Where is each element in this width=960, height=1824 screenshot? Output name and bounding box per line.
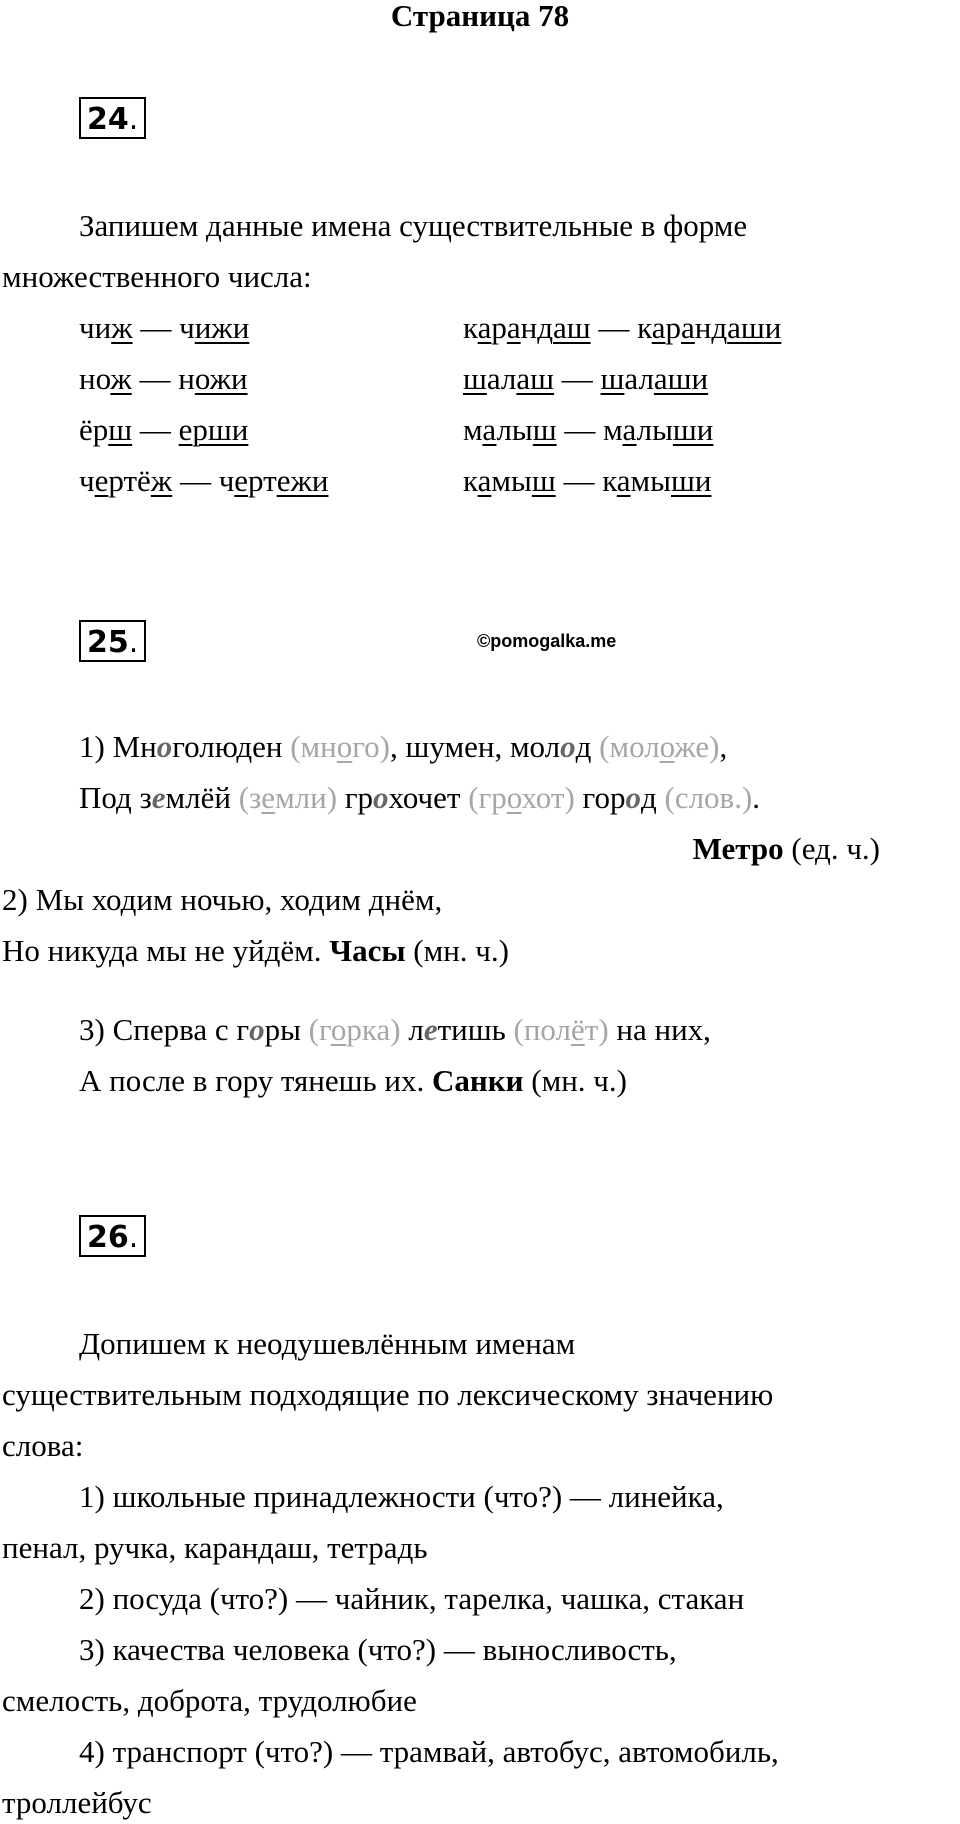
exercise-number-26-value: 26 [87,1220,129,1255]
check-word: (слов.) [664,780,753,815]
ex24-intro-line-1: Запишем данные имена существительные в форме [79,208,748,243]
ex24-pair-right [463,310,781,346]
ex26-line: 3) качества человека (что?) — выносливость, [79,1632,677,1667]
text-fragment: (ед. ч.) [783,831,880,866]
ex24-pair-right [463,361,708,397]
text-fragment: ч [79,310,95,345]
ex26-line: существительным подходящие по лексическому значению [2,1377,774,1412]
ex26-line: 4) транспорт (что?) — трамвай, автобус, автомобиль, [79,1734,779,1769]
exercise-number-25-value: 25 [87,625,129,660]
text-fragment: — [131,361,179,396]
text-fragment: гр [337,780,374,815]
ex25-line-6 [79,1063,627,1099]
check-word: хот) [521,780,575,815]
underlined-fragment: а [477,310,492,345]
underlined-fragment: ш [532,412,557,447]
ex24-intro-line-2: множественного числа: [2,259,312,294]
text-fragment: тишь [437,1012,514,1047]
text-fragment: (мн. ч.) [523,1063,627,1098]
check-word: (з [238,780,262,815]
ex25-line-2 [79,780,760,816]
text-fragment: м [463,412,483,447]
ex24-pair-left [79,361,248,397]
text-fragment: млёй [165,780,239,815]
text-fragment: — [554,361,601,396]
text-fragment: (мн. ч.) [405,933,509,968]
underlined-fragment: а [616,463,631,498]
text-fragment: Под з [79,780,152,815]
text-fragment: н [178,361,195,396]
text-fragment: лы [496,412,533,447]
underlined-fragment: ижи [194,310,250,345]
text-fragment: ч [79,463,95,498]
text-fragment: — [590,310,638,345]
underlined-fragment: о [330,1012,347,1047]
underlined-fragment: е [261,780,276,815]
text-fragment: и [94,310,112,345]
underlined-fragment: аши [727,310,782,345]
emphasized-vowel: о [373,780,389,815]
ex25-line-1 [79,729,727,765]
exercise-number-24: 24. [79,97,146,139]
text-fragment: 1) Мн [79,729,157,764]
text-fragment: — [555,463,603,498]
ex24-pair-left [79,412,248,448]
underlined-fragment: ерши [178,412,249,447]
exercise-number-25: 25. [79,620,146,662]
text-fragment: ёр [79,412,109,447]
text-fragment: р [665,310,681,345]
ex25-line-3 [2,882,442,918]
text-fragment: 3) Сперва с г [79,1012,250,1047]
underlined-fragment: ши [671,463,712,498]
underlined-fragment: ш [531,463,556,498]
underlined-fragment: а [651,310,666,345]
underlined-fragment: ш [463,361,487,396]
check-word: го) [352,729,391,764]
ex24-pair-right [463,412,713,448]
text-fragment: д [640,780,665,815]
ex26-line: смелость, доброта, трудолюбие [2,1683,417,1718]
underlined-fragment: аш [516,361,555,396]
answer-word: Метро [692,831,784,866]
exercise-number-24-value: 24 [87,102,129,137]
check-word: (г [308,1012,331,1047]
text-fragment: , [719,729,728,764]
check-word: т) [584,1012,609,1047]
ex24-pair-left [79,310,249,346]
underlined-fragment: е [94,463,109,498]
text-fragment: 2) Мы ходим ночью, ходим днём, [2,882,443,917]
text-fragment: голюден [172,729,291,764]
underlined-fragment: о [336,729,353,764]
text-fragment: мы [630,463,671,498]
text-fragment: р [491,310,507,345]
ex26-line: 2) посуда (что?) — чайник, тарелка, чашка, стакан [79,1581,745,1616]
underlined-fragment: ши [672,412,714,447]
text-fragment: — [172,463,219,498]
underlined-fragment: аш [553,310,591,345]
emphasized-vowel: о [560,729,576,764]
text-fragment: рт [248,463,277,498]
text-fragment: ч [218,463,235,498]
underlined-fragment: ж [111,310,133,345]
ex26-line: Допишем к неодушевлённым именам [79,1326,576,1361]
text-fragment: — [556,412,604,447]
underlined-fragment: ожи [194,361,248,396]
text-fragment: к [637,310,652,345]
underlined-fragment: а [506,310,521,345]
check-word: (мн [290,729,337,764]
underlined-fragment: аши [653,361,709,396]
text-fragment: хочет [388,780,469,815]
ex25-answer-1 [693,831,880,867]
underlined-fragment: ё [571,1012,585,1047]
text-fragment: нд [520,310,553,345]
check-word: рка) [346,1012,401,1047]
check-word: (гр [468,780,507,815]
text-fragment: к [602,463,617,498]
ex24-pair-left [79,463,328,499]
emphasized-vowel: о [625,780,641,815]
check-word: мли) [275,780,338,815]
text-fragment: м [603,412,623,447]
text-fragment: ч [179,310,195,345]
exercise-number-26: 26. [79,1215,146,1257]
underlined-fragment: о [506,780,522,815]
emphasized-vowel: о [249,1012,265,1047]
text-fragment: нд [694,310,728,345]
ex25-line-4 [2,933,509,969]
text-fragment: — [132,310,180,345]
text-fragment: лы [636,412,673,447]
underlined-fragment: ежи [276,463,329,498]
page-title: Страница 78 [390,0,570,33]
underlined-fragment: ж [150,463,173,498]
text-fragment: . [752,780,761,815]
text-fragment: д [575,729,600,764]
text-fragment: на них, [608,1012,711,1047]
underlined-fragment: а [622,412,637,447]
check-word: же) [674,729,720,764]
underlined-fragment: ш [600,361,625,396]
answer-word: Часы [329,933,406,968]
text-fragment: гор [574,780,626,815]
text-fragment: ал [486,361,517,396]
check-word: (мол [599,729,660,764]
ex26-line: троллейбус [2,1785,152,1820]
underlined-fragment: а [482,412,497,447]
ex24-pair-right [463,463,711,499]
text-fragment: к [463,310,478,345]
ex26-line: 1) школьные принадлежности (что?) — линейка, [79,1479,724,1514]
underlined-fragment: а [477,463,492,498]
emphasized-vowel: е [151,780,166,815]
answer-word: Санки [432,1063,524,1098]
underlined-fragment: о [659,729,675,764]
text-fragment: ртё [108,463,151,498]
ex26-line: пенал, ручка, карандаш, тетрадь [2,1530,428,1565]
watermark: ©pomogalka.me [477,631,617,651]
check-word: (пол [513,1012,571,1047]
text-fragment: ры [264,1012,309,1047]
ex26-line: слова: [2,1428,84,1463]
underlined-fragment: ж [110,361,132,396]
text-fragment: , шумен, мол [390,729,561,764]
text-fragment: — [132,412,179,447]
ex25-line-5 [79,1012,711,1048]
underlined-fragment: а [681,310,695,345]
text-fragment: к [463,463,478,498]
underlined-fragment: е [234,463,249,498]
text-fragment: Но никуда мы не уйдём. [2,933,330,968]
emphasized-vowel: о [156,729,173,764]
underlined-fragment: ш [108,412,133,447]
text-fragment: л [400,1012,424,1047]
text-fragment: мы [491,463,532,498]
text-fragment: ал [624,361,654,396]
emphasized-vowel: е [423,1012,438,1047]
text-fragment: но [79,361,111,396]
text-fragment: А после в гору тянешь их. [79,1063,433,1098]
